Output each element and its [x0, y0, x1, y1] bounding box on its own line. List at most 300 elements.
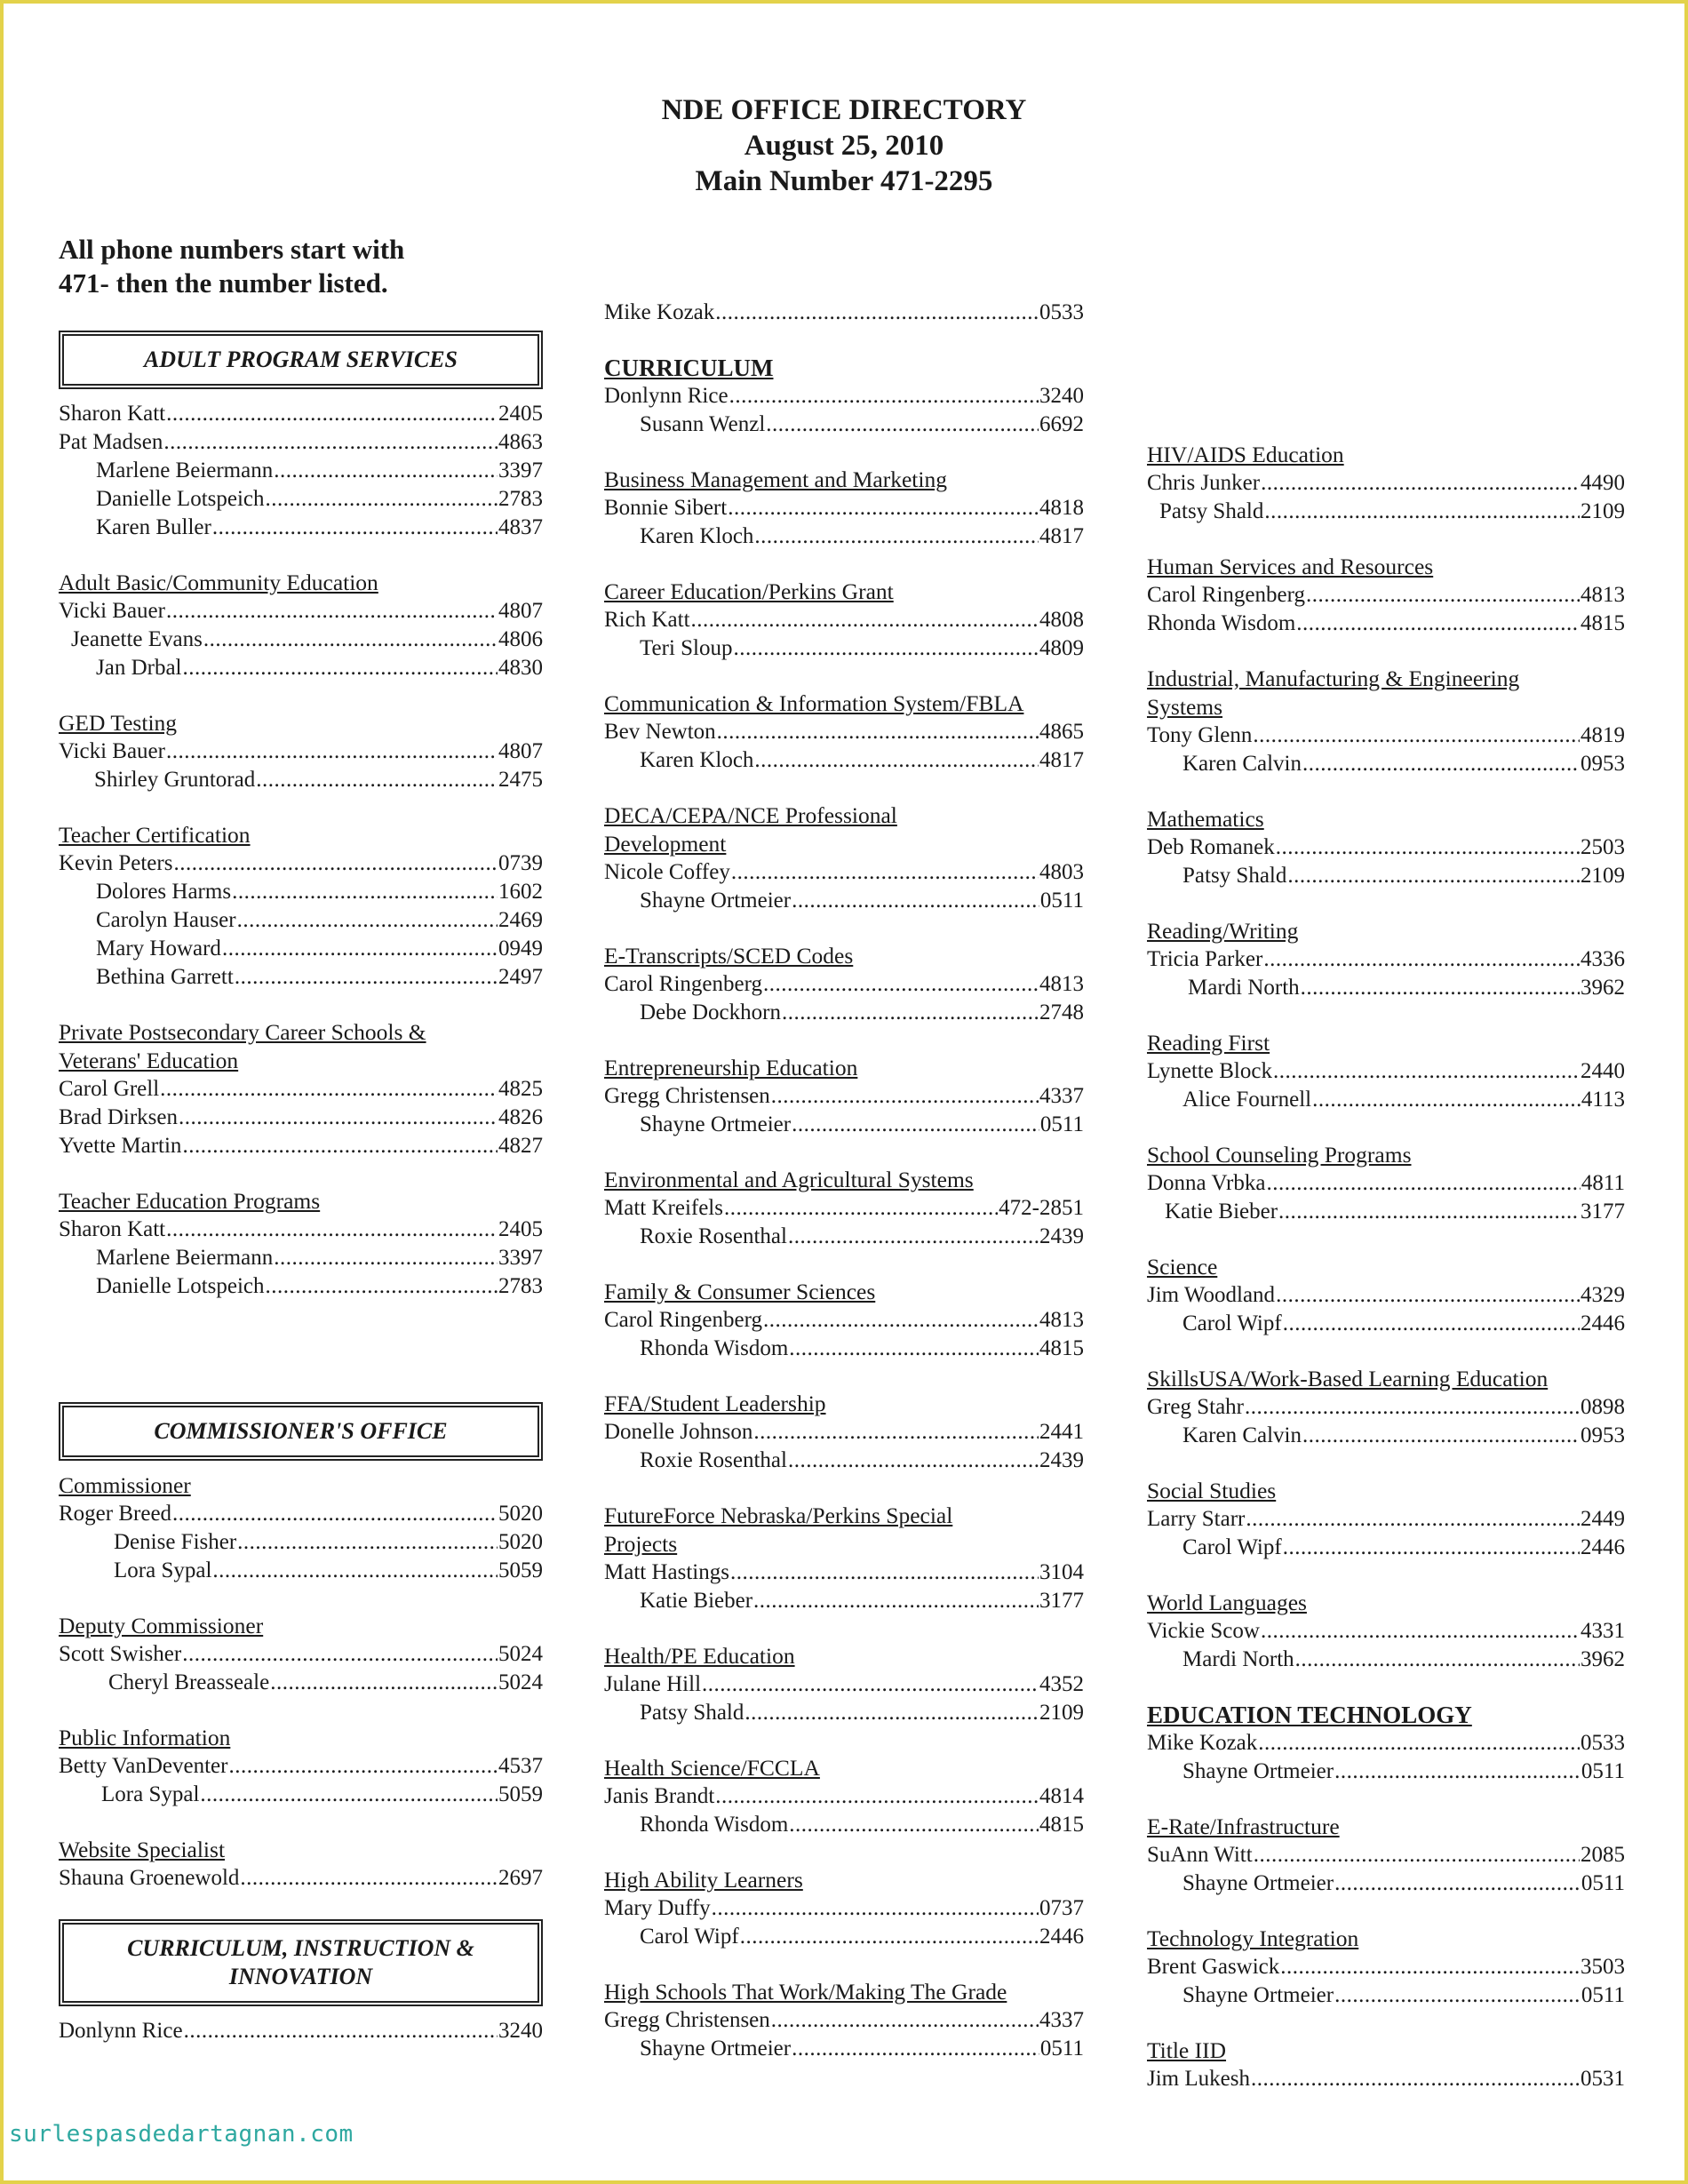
- entry-name: Yvette Martin: [59, 1134, 182, 1158]
- directory-section: [59, 821, 543, 992]
- entry-name: Deb Romanek: [1147, 835, 1275, 859]
- dot-leader: [237, 906, 498, 935]
- entry-name: Bev Newton: [604, 720, 716, 744]
- entry-extension: 3240: [498, 2019, 543, 2043]
- section-heading: Social Studies: [1147, 1478, 1277, 1503]
- entry-name: Gregg Christensen: [604, 2008, 770, 2032]
- entry-name: Teri Sloup: [640, 636, 733, 660]
- directory-entry: [1147, 1758, 1625, 1786]
- entry-name: Shayne Ortmeier: [640, 2037, 792, 2060]
- section-heading: Teacher Education Programs: [59, 1188, 321, 1214]
- section-heading: FFA/Student Leadership: [604, 1391, 826, 1416]
- dot-leader: [771, 2006, 1039, 2035]
- entry-extension: 3104: [1039, 1560, 1084, 1584]
- section-heading: Communication & Information System/FBLA: [604, 690, 1024, 716]
- entry-extension: 5059: [498, 1782, 543, 1806]
- entry-name: Jim Lukesh: [1147, 2067, 1250, 2091]
- dot-leader: [788, 1447, 1039, 1475]
- entry-name: Pat Madsen: [59, 430, 163, 454]
- phone-note: [59, 233, 404, 300]
- dot-leader: [730, 1558, 1039, 1587]
- entry-extension: 0511: [1039, 1112, 1084, 1136]
- directory-entry: [59, 597, 543, 626]
- entry-name: Lora Sypal: [114, 1558, 212, 1582]
- dot-leader: [712, 1894, 1039, 1923]
- section-heading: E-Rate/Infrastructure: [1147, 1813, 1340, 1839]
- directory-entry: [59, 1104, 543, 1132]
- directory-entry: [604, 1447, 1084, 1475]
- dot-leader: [266, 485, 498, 514]
- entry-extension: 2109: [1581, 864, 1625, 888]
- directory-entry: [1147, 1505, 1625, 1534]
- entry-extension: 4827: [498, 1134, 543, 1158]
- section-heading: Website Specialist: [59, 1837, 226, 1862]
- section-heading: Reading First: [1147, 1030, 1270, 1056]
- dot-leader: [740, 1923, 1039, 1951]
- directory-section: [1147, 1813, 1625, 1898]
- directory-entry: [604, 1587, 1084, 1615]
- directory-entry: [604, 746, 1084, 775]
- entry-extension: 0949: [498, 937, 543, 960]
- entry-extension: 0739: [498, 851, 543, 875]
- dot-leader: [1273, 1057, 1580, 1086]
- entry-name: Vicki Bauer: [59, 739, 165, 763]
- dot-leader: [183, 654, 498, 682]
- directory-section: [1147, 441, 1625, 526]
- directory-section: [604, 1754, 1084, 1839]
- directory-section: [1147, 553, 1625, 638]
- dot-leader: [212, 1557, 498, 1585]
- entry-extension: 0953: [1581, 1423, 1625, 1447]
- entry-name: Dolores Harms: [96, 880, 232, 904]
- phone-note-line-2: 471- then the number listed.: [59, 267, 388, 299]
- entry-name: Marlene Beiermann: [96, 1246, 274, 1270]
- directory-section: [59, 2017, 543, 2045]
- directory-section: [59, 709, 543, 794]
- section-heading: School Counseling Programs: [1147, 1142, 1412, 1168]
- directory-entry: [604, 1923, 1084, 1951]
- phone-note-line-1: All phone numbers start with: [59, 234, 405, 265]
- watermark: surlespasdedartagnan.com: [9, 2121, 354, 2148]
- entry-extension: 472-2851: [999, 1196, 1084, 1220]
- entry-extension: 4336: [1581, 947, 1625, 971]
- entry-extension: 2748: [1039, 1000, 1084, 1024]
- dot-leader: [724, 1194, 998, 1223]
- entry-extension: 4331: [1581, 1619, 1625, 1643]
- dot-leader: [744, 1699, 1039, 1727]
- entry-name: SuAnn Witt: [1147, 1843, 1253, 1867]
- entry-name: Jeanette Evans: [71, 627, 203, 651]
- entry-name: Gregg Christensen: [604, 1084, 770, 1108]
- dot-leader: [728, 494, 1039, 522]
- dot-leader: [1301, 974, 1580, 1002]
- directory-section: [604, 689, 1084, 775]
- entry-extension: 4865: [1039, 720, 1084, 744]
- directory-entry: [59, 428, 543, 457]
- directory-entry: [1147, 750, 1625, 778]
- entry-name: Chris Junker: [1147, 471, 1261, 495]
- dot-leader: [1253, 721, 1580, 750]
- entry-extension: 4809: [1039, 636, 1084, 660]
- entry-extension: 4337: [1039, 1084, 1084, 1108]
- dot-leader: [1334, 1869, 1581, 1898]
- dot-leader: [691, 606, 1039, 634]
- section-heading: E-Transcripts/SCED Codes: [604, 943, 854, 968]
- directory-entry: [604, 1223, 1084, 1251]
- entry-extension: 4813: [1039, 972, 1084, 996]
- directory-entry: [59, 1132, 543, 1160]
- dot-leader: [235, 963, 498, 992]
- dot-leader: [717, 718, 1039, 746]
- entry-name: Karen Buller: [96, 515, 211, 539]
- entry-extension: 3962: [1581, 976, 1625, 1000]
- entry-extension: 4807: [498, 599, 543, 623]
- entry-name: Jim Woodland: [1147, 1283, 1276, 1307]
- entry-name: Katie Bieber: [640, 1589, 753, 1613]
- entry-extension: 0511: [1581, 1759, 1625, 1783]
- entry-extension: 5024: [498, 1642, 543, 1666]
- entry-extension: 2783: [498, 1274, 543, 1298]
- dot-leader: [788, 1223, 1039, 1251]
- dot-leader: [166, 400, 498, 428]
- directory-entry: [59, 626, 543, 654]
- directory-entry: [59, 1528, 543, 1557]
- section-heading: Industrial, Manufacturing & Engineering Systems: [1147, 666, 1520, 720]
- entry-name: Karen Kloch: [640, 524, 754, 548]
- dot-leader: [232, 878, 498, 906]
- dot-leader: [1302, 750, 1580, 778]
- dot-leader: [1258, 1729, 1580, 1758]
- entry-name: Karen Kloch: [640, 748, 754, 772]
- entry-name: Roxie Rosenthal: [640, 1224, 787, 1248]
- entry-name: Rich Katt: [604, 608, 690, 632]
- dot-leader: [1266, 1169, 1580, 1198]
- directory-section: [59, 1612, 543, 1697]
- dot-leader: [1334, 1981, 1581, 2010]
- dot-leader: [1302, 1422, 1580, 1450]
- dot-leader: [274, 1244, 498, 1272]
- directory-entry: [604, 1306, 1084, 1335]
- dot-leader: [1264, 498, 1580, 526]
- dot-leader: [182, 1132, 498, 1160]
- entry-extension: 3397: [498, 458, 543, 482]
- dot-leader: [1251, 2065, 1580, 2093]
- entry-name: Brad Dirksen: [59, 1105, 178, 1129]
- dot-leader: [763, 1306, 1039, 1335]
- directory-entry: [59, 737, 543, 766]
- entry-extension: 6692: [1039, 412, 1084, 436]
- entry-name: Rhonda Wisdom: [640, 1813, 789, 1837]
- directory-section: [1147, 1029, 1625, 1114]
- dot-leader: [702, 1670, 1039, 1699]
- dot-leader: [715, 299, 1039, 327]
- section-heading: FutureForce Nebraska/Perkins Special Projects: [604, 1502, 953, 1557]
- entry-name: Carolyn Hauser: [96, 908, 236, 932]
- dot-leader: [754, 746, 1039, 775]
- dot-leader: [256, 766, 498, 794]
- directory-section: [604, 942, 1084, 1027]
- entry-extension: 3240: [1039, 384, 1084, 408]
- dot-leader: [1295, 1646, 1580, 1674]
- dot-leader: [792, 1111, 1039, 1139]
- section-heading: Adult Basic/Community Education: [59, 570, 378, 595]
- entry-name: Katie Bieber: [1165, 1200, 1278, 1224]
- entry-name: Denise Fisher: [114, 1530, 237, 1554]
- entry-name: Mary Duffy: [604, 1896, 711, 1920]
- directory-entry: [59, 400, 543, 428]
- directory-section: [604, 1502, 1084, 1615]
- entry-name: Donelle Johnson: [604, 1420, 753, 1444]
- entry-extension: 3177: [1039, 1589, 1084, 1613]
- directory-entry: [1147, 1841, 1625, 1869]
- section-heading: SkillsUSA/Work-Based Learning Education: [1147, 1366, 1549, 1391]
- entry-name: Tony Glenn: [1147, 723, 1253, 747]
- directory-entry: [604, 494, 1084, 522]
- directory-section: [1147, 665, 1625, 778]
- directory-entry: [604, 410, 1084, 439]
- directory-entry: [604, 299, 1084, 327]
- directory-entry: [604, 1894, 1084, 1923]
- entry-extension: 2441: [1039, 1420, 1084, 1444]
- dot-leader: [1287, 862, 1580, 890]
- entry-name: Karen Calvin: [1182, 1423, 1302, 1447]
- directory-entry: [1147, 1646, 1625, 1674]
- directory-entry: [1147, 721, 1625, 750]
- document-title: [4, 92, 1684, 199]
- dot-leader: [163, 428, 498, 457]
- section-heading: Mathematics: [1147, 806, 1264, 832]
- directory-entry: [1147, 833, 1625, 862]
- entry-extension: 2497: [498, 965, 543, 989]
- entry-extension: 0737: [1039, 1896, 1084, 1920]
- entry-extension: 4329: [1581, 1283, 1625, 1307]
- entry-extension: 4814: [1039, 1784, 1084, 1808]
- entry-name: Mardi North: [1182, 1647, 1294, 1671]
- dot-leader: [763, 970, 1039, 999]
- entry-name: Carol Wipf: [640, 1925, 739, 1949]
- entry-extension: 2085: [1581, 1843, 1625, 1867]
- directory-column-2: [604, 299, 1084, 2090]
- entry-extension: 2475: [498, 768, 543, 792]
- dot-leader: [753, 1587, 1039, 1615]
- entry-name: Kevin Peters: [59, 851, 173, 875]
- directory-section: [1147, 1477, 1625, 1562]
- section-heading: Commissioner: [59, 1472, 191, 1498]
- directory-column-1: [59, 331, 543, 2072]
- directory-entry: [1147, 1393, 1625, 1422]
- section-heading: Human Services and Resources: [1147, 554, 1434, 579]
- dot-leader: [715, 1782, 1039, 1811]
- entry-extension: 2440: [1581, 1059, 1625, 1083]
- section-heading: Business Management and Marketing: [604, 466, 947, 492]
- dot-leader: [1246, 1505, 1580, 1534]
- entry-name: Mike Kozak: [604, 300, 715, 324]
- directory-entry: [604, 1782, 1084, 1811]
- dot-leader: [274, 457, 498, 485]
- directory-entry: [604, 1418, 1084, 1447]
- dot-leader: [789, 1811, 1039, 1839]
- directory-entry: [59, 1557, 543, 1585]
- entry-name: Vicki Bauer: [59, 599, 165, 623]
- entry-name: Roxie Rosenthal: [640, 1448, 787, 1472]
- entry-extension: 4817: [1039, 524, 1084, 548]
- entry-name: Rhonda Wisdom: [640, 1336, 789, 1360]
- entry-extension: 5059: [498, 1558, 543, 1582]
- directory-section: [59, 1471, 543, 1585]
- directory-entry: [59, 485, 543, 514]
- entry-name: Julane Hill: [604, 1672, 702, 1696]
- entry-extension: 4113: [1581, 1088, 1625, 1112]
- dot-leader: [789, 1335, 1039, 1363]
- directory-entry: [59, 1216, 543, 1244]
- entry-name: Donna Vrbka: [1147, 1171, 1266, 1195]
- entry-name: Patsy Shald: [640, 1701, 744, 1725]
- dot-leader: [1334, 1758, 1581, 1786]
- directory-entry: [604, 887, 1084, 915]
- directory-section: [59, 400, 543, 542]
- department-box: ADULT PROGRAM SERVICES: [59, 331, 543, 389]
- directory-entry: [604, 1811, 1084, 1839]
- section-heading: Entrepreneurship Education: [604, 1055, 858, 1080]
- directory-entry: [59, 849, 543, 878]
- directory-entry: [604, 970, 1084, 999]
- entry-name: Shayne Ortmeier: [640, 1112, 792, 1136]
- section-heading: High Schools That Work/Making The Grade: [604, 1979, 1007, 2005]
- dot-leader: [166, 737, 498, 766]
- section-heading: GED Testing: [59, 710, 178, 736]
- entry-name: Janis Brandt: [604, 1784, 715, 1808]
- dot-leader: [1283, 1310, 1580, 1338]
- directory-section: [604, 1278, 1084, 1363]
- entry-name: Carol Ringenberg: [604, 972, 762, 996]
- dot-leader: [166, 1216, 498, 1244]
- entry-name: Lynette Block: [1147, 1059, 1272, 1083]
- entry-extension: 4808: [1039, 608, 1084, 632]
- entry-extension: 0953: [1581, 752, 1625, 776]
- entry-name: Patsy Shald: [1182, 864, 1287, 888]
- section-heading: Family & Consumer Sciences: [604, 1279, 876, 1304]
- entry-extension: 4806: [498, 627, 543, 651]
- dot-leader: [228, 1752, 498, 1781]
- directory-entry: [1147, 1869, 1625, 1898]
- section-heading: Title IID: [1147, 2037, 1227, 2063]
- directory-entry: [59, 1244, 543, 1272]
- entry-name: Betty VanDeventer: [59, 1754, 228, 1778]
- directory-entry: [1147, 610, 1625, 638]
- dot-leader: [1263, 945, 1580, 974]
- entry-name: Mike Kozak: [1147, 1731, 1258, 1755]
- directory-section: [59, 1187, 543, 1301]
- dot-leader: [1283, 1534, 1580, 1562]
- directory-entry: [1147, 1729, 1625, 1758]
- directory-entry: [59, 1075, 543, 1104]
- directory-entry: [604, 1082, 1084, 1111]
- dot-leader: [731, 858, 1039, 887]
- directory-section: [59, 569, 543, 682]
- entry-extension: 4490: [1581, 471, 1625, 495]
- entry-extension: 4818: [1039, 496, 1084, 520]
- section-heading: Science: [1147, 1254, 1218, 1279]
- directory-entry: [59, 906, 543, 935]
- entry-extension: 2405: [498, 1217, 543, 1241]
- entry-extension: 2783: [498, 487, 543, 511]
- section-heading: Career Education/Perkins Grant: [604, 578, 894, 604]
- directory-entry: [59, 654, 543, 682]
- entry-extension: 3962: [1581, 1647, 1625, 1671]
- dot-leader: [1306, 581, 1580, 610]
- section-heading: CURRICULUM: [604, 355, 774, 381]
- section-spacer: [59, 1327, 543, 1402]
- entry-extension: 0533: [1581, 1731, 1625, 1755]
- directory-entry: [59, 963, 543, 992]
- entry-name: Brent Gaswick: [1147, 1955, 1280, 1979]
- dot-leader: [179, 1104, 498, 1132]
- dot-leader: [160, 1075, 498, 1104]
- entry-extension: 2469: [498, 908, 543, 932]
- entry-extension: 4815: [1039, 1813, 1084, 1837]
- directory-entry: [604, 2035, 1084, 2063]
- entry-name: Sharon Katt: [59, 402, 166, 426]
- entry-name: Shayne Ortmeier: [640, 889, 792, 913]
- section-heading: HIV/AIDS Education: [1147, 442, 1344, 467]
- entry-name: Patsy Shald: [1159, 499, 1264, 523]
- dot-leader: [1312, 1086, 1581, 1114]
- entry-name: Shauna Groenewold: [59, 1866, 240, 1890]
- entry-name: Matt Kreifels: [604, 1196, 723, 1220]
- directory-entry: [604, 718, 1084, 746]
- directory-section: [1147, 1253, 1625, 1338]
- entry-extension: 0511: [1581, 1871, 1625, 1895]
- entry-extension: 0511: [1581, 1983, 1625, 2007]
- directory-entry: [1147, 1198, 1625, 1226]
- title-line-2: August 25, 2010: [744, 130, 944, 162]
- directory-entry: [1147, 974, 1625, 1002]
- directory-entry: [1147, 862, 1625, 890]
- directory-section: [59, 1724, 543, 1809]
- dot-leader: [1296, 610, 1580, 638]
- entry-extension: 2109: [1039, 1701, 1084, 1725]
- directory-entry: [59, 935, 543, 963]
- dot-leader: [1280, 1953, 1580, 1981]
- entry-name: Shirley Gruntorad: [94, 768, 256, 792]
- directory-section: [604, 1978, 1084, 2063]
- entry-name: Carol Ringenberg: [604, 1308, 762, 1332]
- entry-extension: 4811: [1581, 1171, 1625, 1195]
- entry-name: Karen Calvin: [1182, 752, 1302, 776]
- entry-extension: 5020: [498, 1502, 543, 1526]
- directory-section: [59, 1836, 543, 1893]
- dot-leader: [203, 626, 498, 654]
- directory-entry: [59, 1640, 543, 1669]
- directory-section: [604, 1166, 1084, 1251]
- directory-entry: [1147, 469, 1625, 498]
- entry-name: Shayne Ortmeier: [1182, 1983, 1334, 2007]
- entry-extension: 2446: [1039, 1925, 1084, 1949]
- directory-entry: [604, 522, 1084, 551]
- directory-entry: [604, 606, 1084, 634]
- dot-leader: [771, 1082, 1039, 1111]
- entry-extension: 2697: [498, 1866, 543, 1890]
- entry-name: Greg Stahr: [1147, 1395, 1244, 1419]
- directory-section: [1147, 2037, 1625, 2093]
- dot-leader: [222, 935, 498, 963]
- directory-section: [604, 1642, 1084, 1727]
- directory-section: [604, 1866, 1084, 1951]
- entry-extension: 2446: [1581, 1535, 1625, 1559]
- section-heading: Health Science/FCCLA: [604, 1755, 820, 1781]
- directory-entry: [59, 1272, 543, 1301]
- entry-name: Bonnie Sibert: [604, 496, 728, 520]
